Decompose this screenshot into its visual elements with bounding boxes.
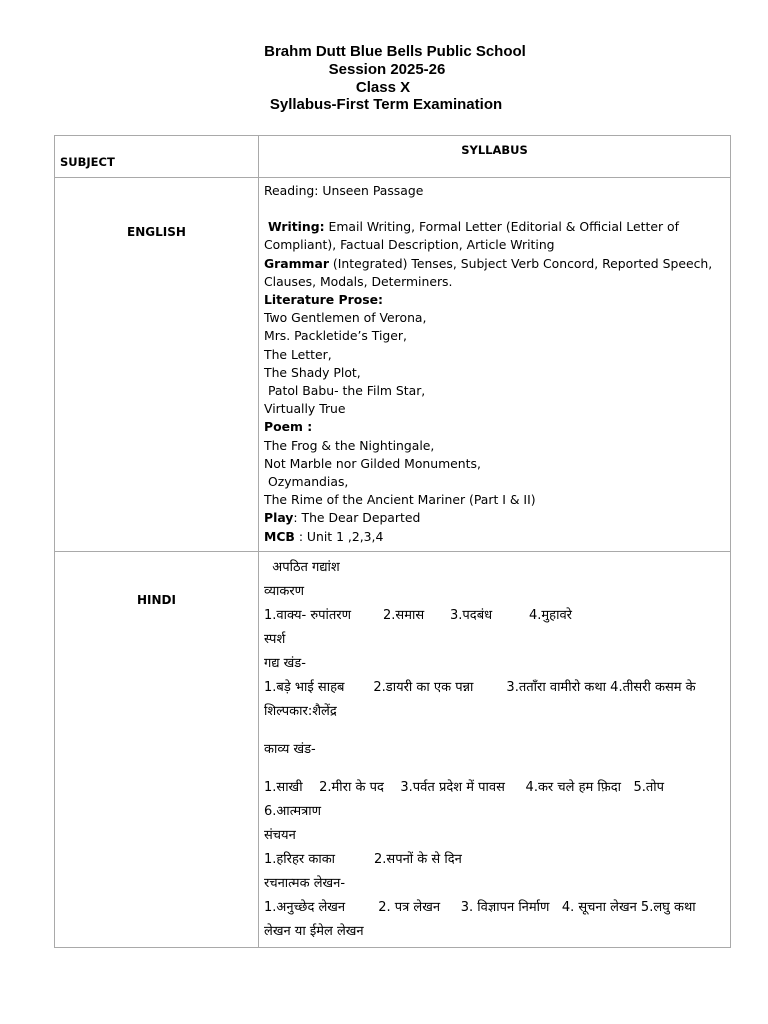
document-header <box>0 43 768 114</box>
exam-title: Syllabus-First Term Examination <box>269 96 503 113</box>
grammar-label: Grammar <box>264 255 329 271</box>
list-item: The Rime of the Ancient Mariner (Part I & II) <box>264 492 536 508</box>
hindi-kavya-items: 1.साखी 2.मीरा के पद 3.पर्वत प्रदेश में पावस 4.कर चले हम फ़िदा 5.तोप 6.आत्मत्राण <box>264 779 669 819</box>
list-item: The Shady Plot, <box>264 364 361 380</box>
list-item: Ozymandias, <box>267 474 349 490</box>
subject-english: ENGLISH <box>55 178 259 552</box>
list-item: 4.मुहावरे <box>529 607 572 623</box>
list-item: 2.सपनों के से दिन <box>374 851 462 867</box>
writing-label: Writing: <box>267 219 325 235</box>
table-row <box>55 551 731 947</box>
list-item: Mrs. Packletide’s Tiger, <box>264 328 407 344</box>
subject-column-header: SUBJECT <box>60 155 115 169</box>
english-play: Play: The Dear Departed <box>264 510 421 526</box>
english-writing <box>264 218 722 254</box>
english-poem-heading: Poem : <box>264 419 313 435</box>
list-item: 1.वाक्य- रुपांतरण <box>264 607 351 623</box>
list-item: The Letter, <box>264 346 332 362</box>
hindi-sparsh: स्पर्श <box>264 631 286 647</box>
hindi-unseen: अपठित गद्यांश <box>272 559 340 575</box>
hindi-grammar-items <box>264 604 722 628</box>
syllabus-column-header: SYLLABUS <box>259 136 731 178</box>
hindi-grammar-heading: व्याकरण <box>264 583 305 599</box>
list-item: 2.समास <box>383 607 425 623</box>
hindi-rachnatmak-items: 1.अनुच्छेद लेखन 2. पत्र लेखन 3. विज्ञापन निर्माण 4. सूचना लेखन 5.लघु कथा लेखन या ईमेल लेखन <box>264 899 700 939</box>
english-reading: Reading: Unseen Passage <box>264 183 424 198</box>
hindi-sanchayan-heading: संचयन <box>264 827 296 843</box>
list-item: Two Gentlemen of Verona, <box>264 310 427 326</box>
table-header-row <box>55 136 731 178</box>
english-grammar <box>264 255 722 291</box>
english-mcb: MCB : Unit 1 ,2,3,4 <box>264 528 384 544</box>
english-syllabus-cell <box>259 178 731 552</box>
subject-header-cell <box>55 136 259 178</box>
hindi-sanchayan-items <box>264 848 722 872</box>
list-item: The Frog & the Nightingale, <box>264 437 435 453</box>
english-prose-heading: Literature Prose: <box>264 292 383 308</box>
list-item: 1.हरिहर काका <box>264 851 336 867</box>
list-item: Virtually True <box>264 401 346 417</box>
list-item: Patol Babu- the Film Star, <box>267 383 426 399</box>
grammar-text: (Integrated) Tenses, Subject Verb Concord, Reported Speech, Clauses, Modals, Determiners. <box>264 255 713 289</box>
class-label: Class X <box>355 79 411 96</box>
hindi-gadya-heading: गद्य खंड- <box>264 655 306 671</box>
hindi-rachnatmak-heading: रचनात्मक लेखन- <box>264 875 346 891</box>
list-item: Not Marble nor Gilded Monuments, <box>264 455 481 471</box>
subject-hindi: HINDI <box>55 551 259 947</box>
hindi-syllabus-cell <box>259 551 731 947</box>
hindi-gadya-items: 1.बड़े भाई साहब 2.डायरी का एक पन्ना 3.तताँरा वामीरो कथा 4.तीसरी कसम के शिल्पकार:शैलेंद्र <box>264 679 700 719</box>
writing-text: Email Writing, Formal Letter (Editorial & Official Letter of Compliant), Factual Description, Article Writing <box>264 219 679 253</box>
list-item: 3.पदबंध <box>450 607 493 623</box>
school-name: Brahm Dutt Blue Bells Public School <box>264 43 526 60</box>
table-row <box>55 178 731 552</box>
hindi-kavya-heading: काव्य खंड- <box>264 741 316 757</box>
session-label: Session 2025-26 <box>328 61 446 78</box>
syllabus-table <box>54 135 731 948</box>
